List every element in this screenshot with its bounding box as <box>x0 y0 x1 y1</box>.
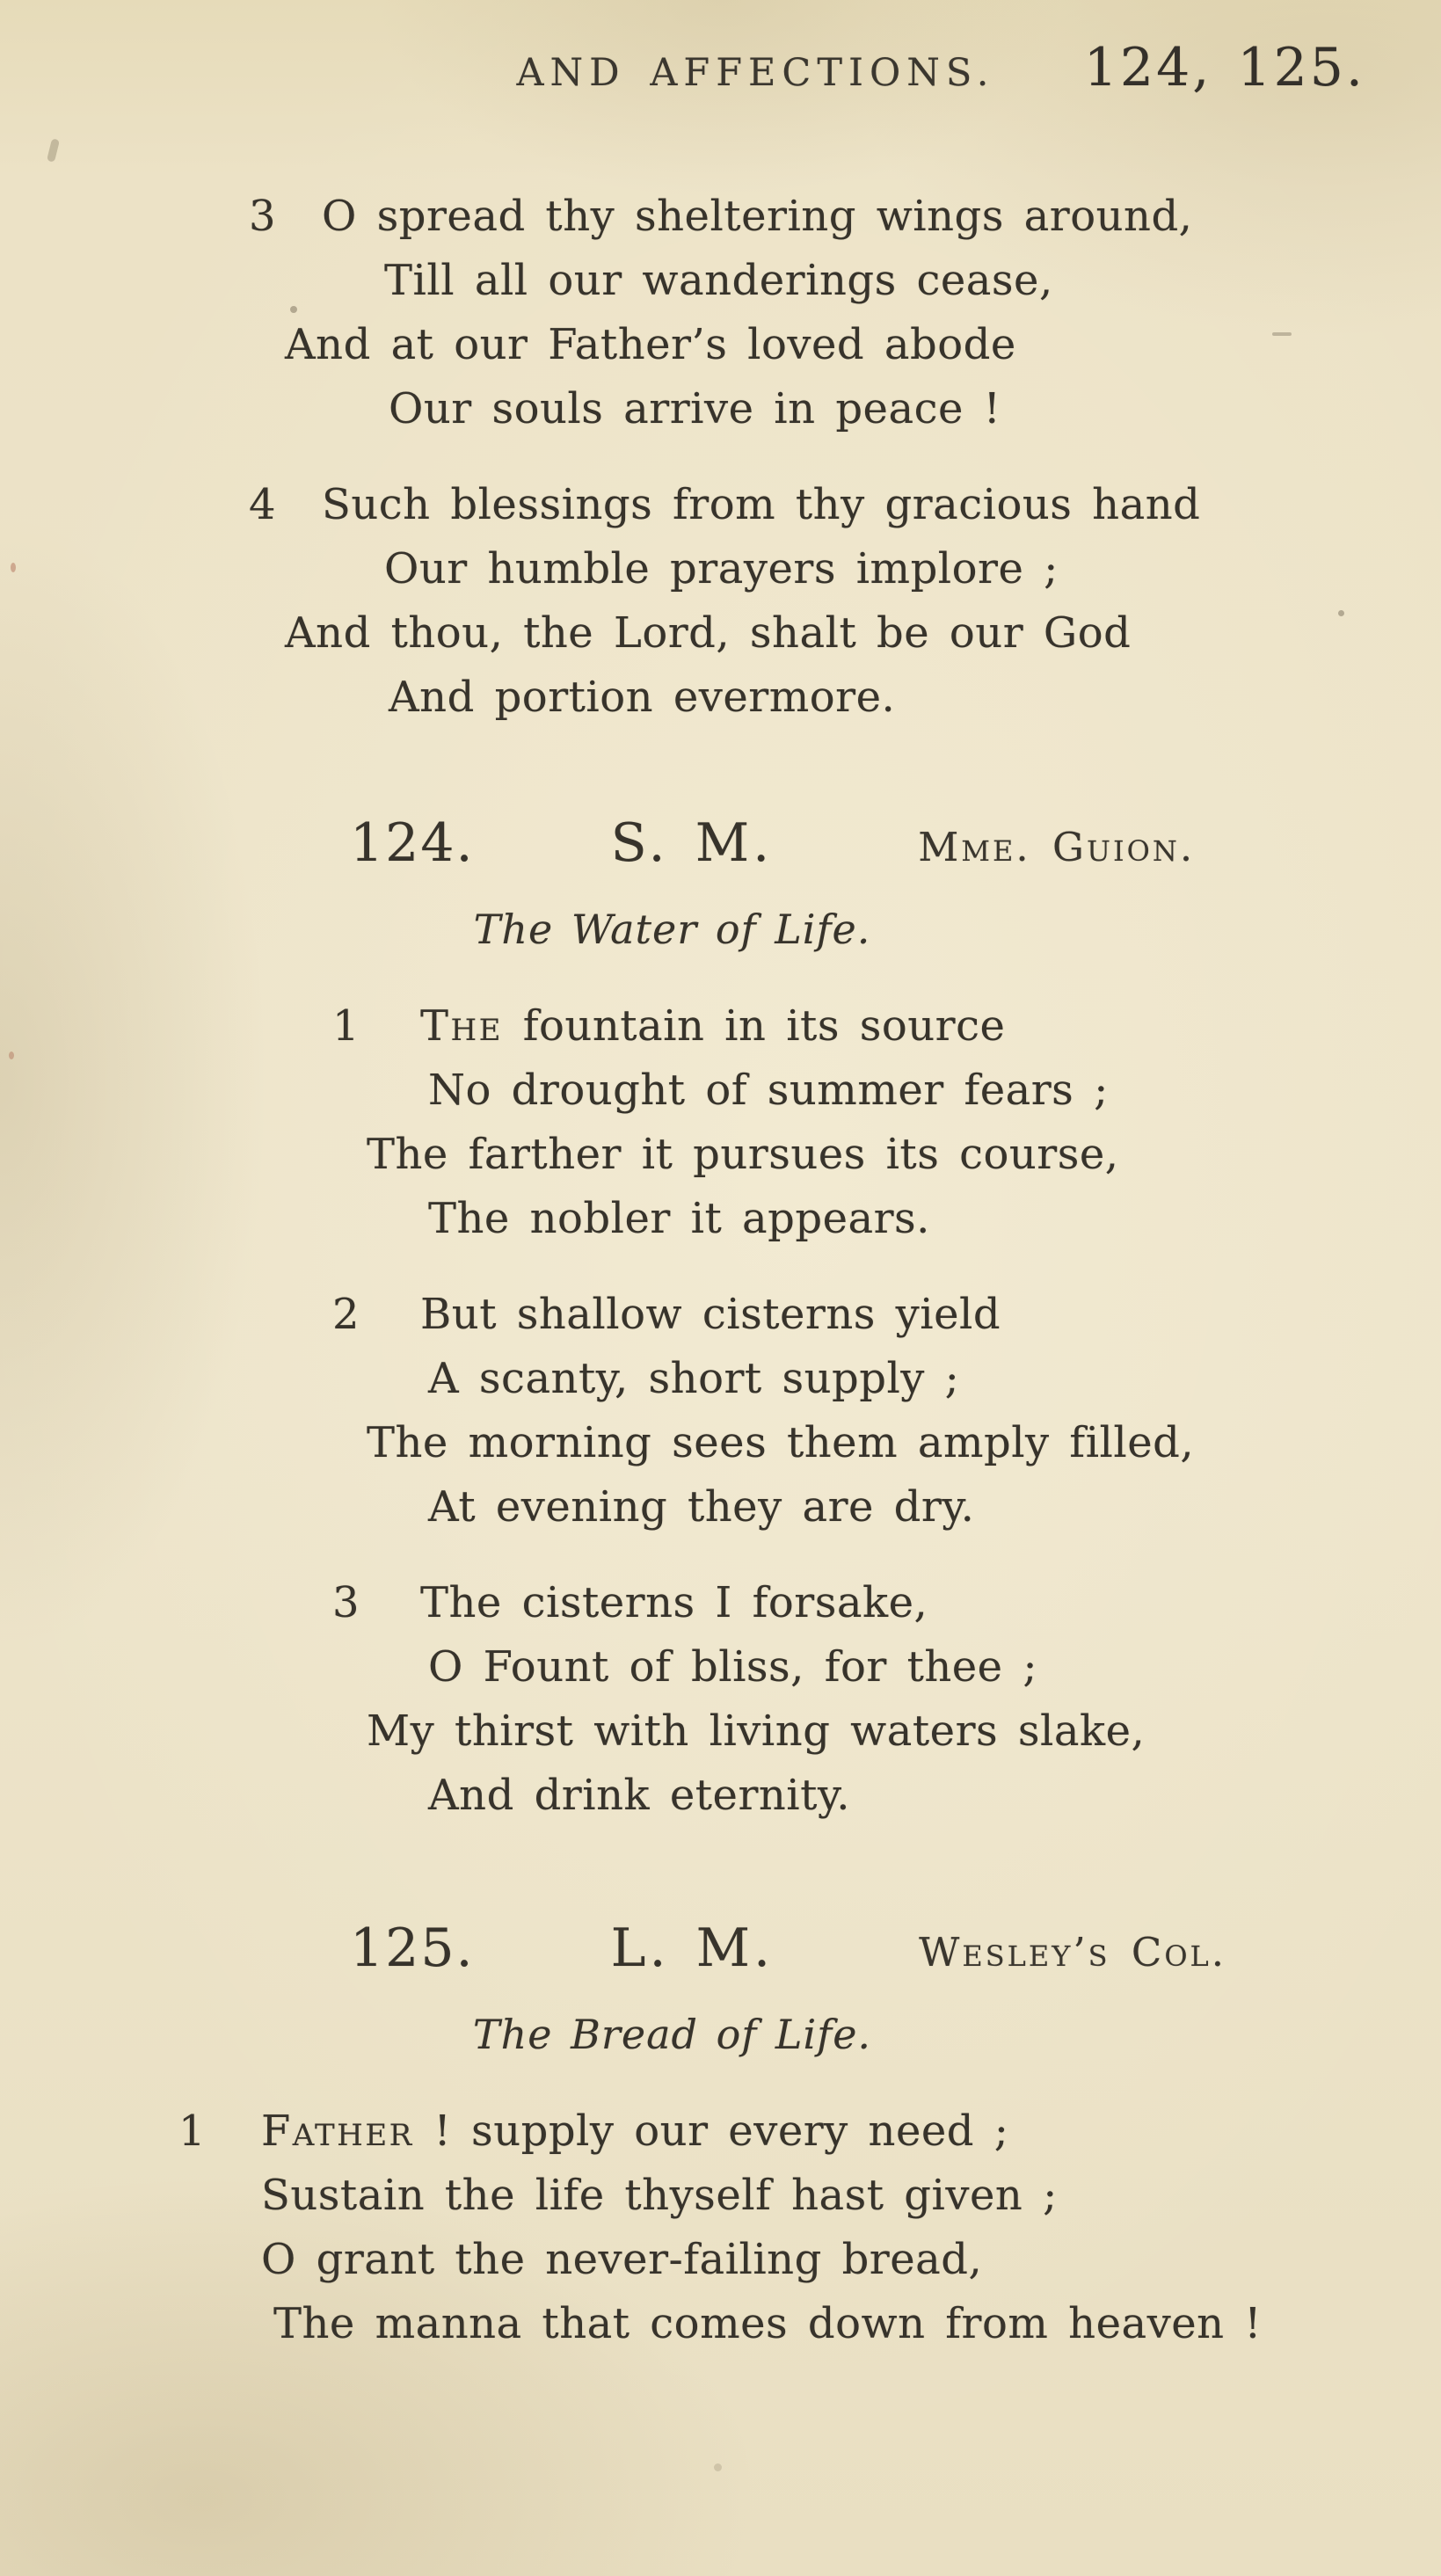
small-caps-lead: The <box>420 1001 503 1051</box>
verse-line: Sustain the life thyself hast given ; <box>261 2171 1058 2220</box>
verse-line: The nobler it appears. <box>428 1194 930 1243</box>
ink-speck <box>11 563 16 572</box>
verse-line: And thou, the Lord, shalt be our God <box>285 608 1132 658</box>
small-caps-lead: Father <box>261 2107 414 2156</box>
verse-line: A scanty, short supply ; <box>428 1354 960 1403</box>
stanza-1 <box>0 2099 1441 2356</box>
ink-speck <box>1338 610 1344 616</box>
verse-line-rest: fountain in its source <box>503 1001 1006 1051</box>
verse-line <box>420 994 1441 1059</box>
hymn-125-heading <box>350 1916 1441 1985</box>
verse-number: 2 <box>332 1290 360 1339</box>
ink-speck <box>47 138 60 162</box>
verse-line: Our souls arrive in peace ! <box>389 384 1001 433</box>
hymn-number: 125. <box>350 1917 475 1979</box>
verse-line: The manna that comes down from heaven ! <box>273 2299 1263 2348</box>
hymn-number: 124. <box>350 812 475 874</box>
verse-line: But shallow cisterns yield <box>420 1290 1001 1339</box>
stanza-1 <box>0 994 1441 1251</box>
verse-number: 3 <box>332 1578 360 1627</box>
ink-speck <box>9 1052 14 1059</box>
page-numbers: 124, 125. <box>1083 37 1365 98</box>
verse-line: And drink eternity. <box>428 1771 850 1820</box>
hymn-124-heading <box>350 811 1441 880</box>
verse-line: The cisterns I forsake, <box>420 1578 928 1627</box>
verse-line: At evening they are dry. <box>428 1482 975 1532</box>
hymn-meter: S. M. <box>610 812 774 874</box>
verse-line: My thirst with living waters slake, <box>367 1706 1146 1756</box>
verse-line <box>261 2099 1441 2164</box>
hymn-meter: L. M. <box>610 1917 775 1979</box>
hymn-attribution: Wesley’s Col. <box>919 1929 1227 1976</box>
stanza-4 <box>0 473 1441 730</box>
stanza-2 <box>0 1283 1441 1539</box>
verse-number: 1 <box>332 1001 360 1051</box>
verse-line-rest: ! supply our every need ; <box>413 2107 1009 2156</box>
verse-line: O Fount of bliss, for thee ; <box>428 1642 1038 1692</box>
verse-line: Such blessings from thy gracious hand <box>322 480 1201 529</box>
hymn-123-continuation <box>0 185 1441 730</box>
verse-line: The morning sees them amply filled, <box>367 1418 1195 1467</box>
verse-line: And portion evermore. <box>389 673 896 722</box>
verse-number: 4 <box>249 480 277 529</box>
ink-speck <box>290 306 297 313</box>
verse-line: And at our Father’s loved abode <box>285 320 1016 369</box>
hymn-124 <box>0 811 1441 1828</box>
verse-line: No drought of summer fears ; <box>428 1066 1109 1115</box>
stanza-3 <box>0 185 1441 441</box>
ink-speck <box>714 2463 722 2471</box>
hymn-125 <box>0 1916 1441 2356</box>
hymn-title: The Water of Life. <box>473 906 871 953</box>
hymn-title: The Bread of Life. <box>472 2011 872 2058</box>
running-title: AND AFFECTIONS. <box>516 51 995 95</box>
verse-line: O grant the never-failing bread, <box>261 2235 983 2284</box>
verse-number: 1 <box>178 2107 207 2156</box>
verse-number: 3 <box>249 192 277 241</box>
stanza-3 <box>0 1571 1441 1828</box>
verse-line: The farther it pursues its course, <box>367 1130 1119 1179</box>
verse-line: Till all our wanderings cease, <box>384 256 1053 305</box>
hymn-attribution: Mme. Guion. <box>918 824 1196 870</box>
verse-line: Our humble prayers implore ; <box>384 544 1059 593</box>
ink-speck <box>1272 332 1292 336</box>
page-header <box>0 0 1441 107</box>
verse-line: O spread thy sheltering wings around, <box>322 192 1193 241</box>
